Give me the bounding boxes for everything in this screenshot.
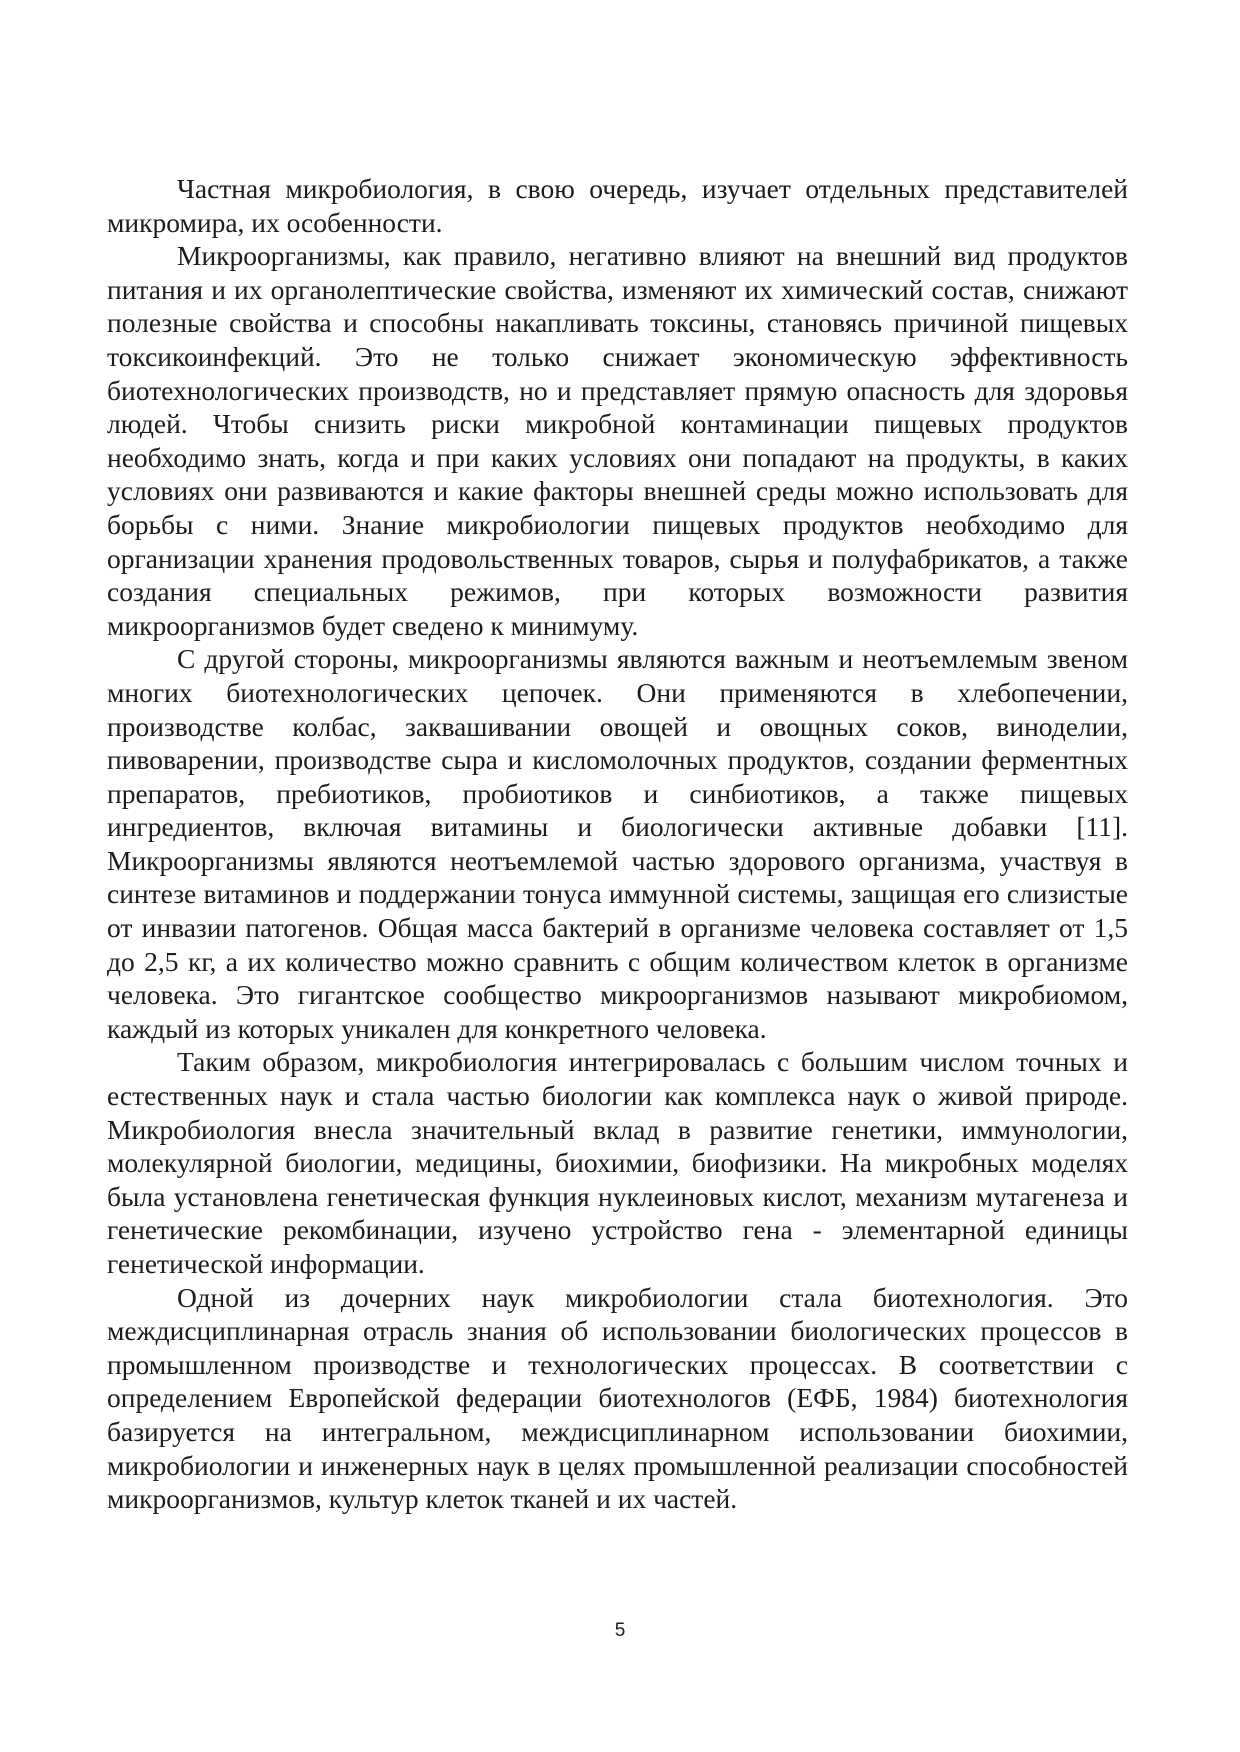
paragraph-negative-effects: Микроорганизмы, как правило, негативно влияют на внешний вид продуктов питания и их органолептические свойства, изменяют их химический состав, снижают полезные свойства и способны накапливать токсины, становясь причиной пищевых токсикоинфекций. Это не только снижает экономическую эффективность биотехнологических производств, но и представляет прямую опасность для здоровья людей. Чтобы снизить риски микробной контаминации пищевых продуктов необходимо знать, когда и при каких условиях они попадают на продукты, в каких условиях они развиваются и какие факторы внешней среды можно использовать для борьбы с ними. Знание микробиологии пищевых продуктов необходимо для организации хранения продовольственных товаров, сырья и полуфабрикатов, а также создания специальных режимов, при которых возможности развития микроорганизмов будет сведено к минимуму. <box>107 240 1128 641</box>
body-text <box>107 172 1128 1516</box>
paragraph-integration: Таким образом, микробиология интегрировалась с большим числом точных и естественных наук и стала частью биологии как комплекса наук о живой природе. Микробиология внесла значительный вклад в развитие генетики, иммунологии, молекулярной биологии, медицины, биохимии, биофизики. На микробных моделях была установлена генетическая функция нуклеиновых кислот, механизм мутагенеза и генетические рекомбинации, изучено устройство гена - элементарной единицы генетической информации. <box>107 1046 1128 1279</box>
paragraph-biotechnology: Одной из дочерних наук микробиологии стала биотехнология. Это междисциплинарная отрасль знания об использовании биологических процессов в промышленном производстве и технологических процессах. В соответствии с определением Европейской федерации биотехнологов (ЕФБ, 1984) биотехнология базируется на интегральном, междисциплинарном использовании биохимии, микробиологии и инженерных наук в целях промышленной реализации способностей микроорганизмов, культур клеток тканей и их частей. <box>107 1281 1128 1515</box>
page-number: 5 <box>614 1620 626 1641</box>
paragraph-private-microbiology: Частная микробиология, в свою очередь, изучает отдельных представителей микромира, их особенности. <box>107 173 1128 238</box>
paragraph-biotech-chains: С другой стороны, микроорганизмы являются важным и неотъемлемым звеном многих биотехнологических цепочек. Они применяются в хлебопечении, производстве колбас, заквашивании овощей и овощных соков, виноделии, пивоварении, производстве сыра и кисломолочных продуктов, создании ферментных препаратов, пребиотиков, пробиотиков и синбиотиков, а также пищевых ингредиентов, включая витамины и биологически активные добавки [11]. Микроорганизмы являются неотъемлемой частью здорового организма, участвуя в синтезе витаминов и поддержании тонуса иммунной системы, защищая его слизистые от инвазии патогенов. Общая масса бактерий в организме человека составляет от 1,5 до 2,5 кг, а их количество можно сравнить с общим количеством клеток в организме человека. Это гигантское сообщество микроорганизмов называют микробиомом, каждый из которых уникален для конкретного человека. <box>107 643 1128 1044</box>
